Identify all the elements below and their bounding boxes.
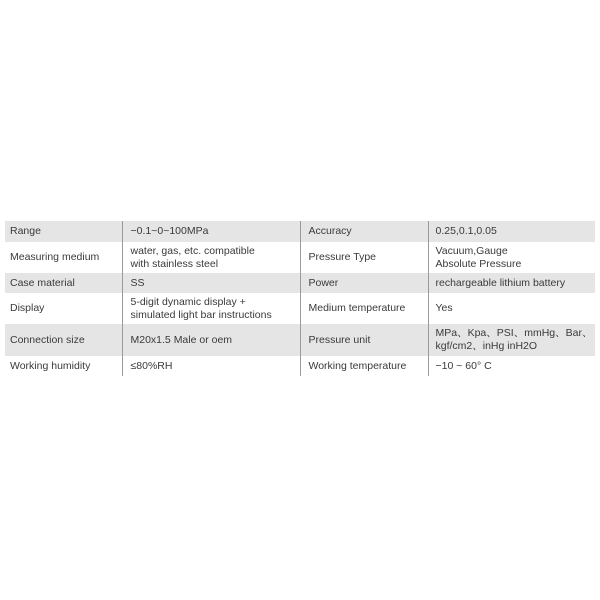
spec-label: Display <box>5 293 122 324</box>
spec-value: MPa、Kpa、PSI、mmHg、Bar、 kgf/cm2、inHg inH2O <box>428 324 595 356</box>
spec-label: Measuring medium <box>5 242 122 273</box>
spec-row-display <box>5 293 595 324</box>
spec-value: SS <box>122 273 300 293</box>
spec-value: M20x1.5 Male or oem <box>122 324 300 356</box>
spec-row-working-humidity <box>5 356 595 376</box>
spec-label: Pressure Type <box>300 242 428 273</box>
spec-value: rechargeable lithium battery <box>428 273 595 293</box>
spec-table <box>5 221 595 376</box>
spec-label: Working temperature <box>300 356 428 376</box>
spec-value: 5-digit dynamic display + simulated light bar instructions <box>122 293 300 324</box>
spec-row-measuring-medium <box>5 242 595 273</box>
spec-label: Medium temperature <box>300 293 428 324</box>
spec-value: −0.1~0~100MPa <box>122 221 300 242</box>
spec-value: Vacuum,Gauge Absolute Pressure <box>435 244 522 270</box>
spec-label: Connection size <box>5 324 122 356</box>
spec-value: 0.25,0.1,0.05 <box>428 221 595 242</box>
spec-label: Range <box>5 221 122 242</box>
spec-label: Accuracy <box>300 221 428 242</box>
spec-row-connection-size <box>5 324 595 356</box>
spec-value: ≤80%RH <box>122 356 300 376</box>
spec-value: Yes <box>435 302 453 314</box>
spec-value: water, gas, etc. compatible with stainless steel <box>122 242 300 273</box>
spec-label: Power <box>300 273 428 293</box>
spec-label: Pressure unit <box>300 324 428 356</box>
spec-label: Case material <box>5 273 122 293</box>
spec-row-range <box>5 221 595 242</box>
spec-row-case-material <box>5 273 595 293</box>
spec-label: Working humidity <box>5 356 122 376</box>
spec-value: −10 ~ 60° C <box>435 359 492 372</box>
